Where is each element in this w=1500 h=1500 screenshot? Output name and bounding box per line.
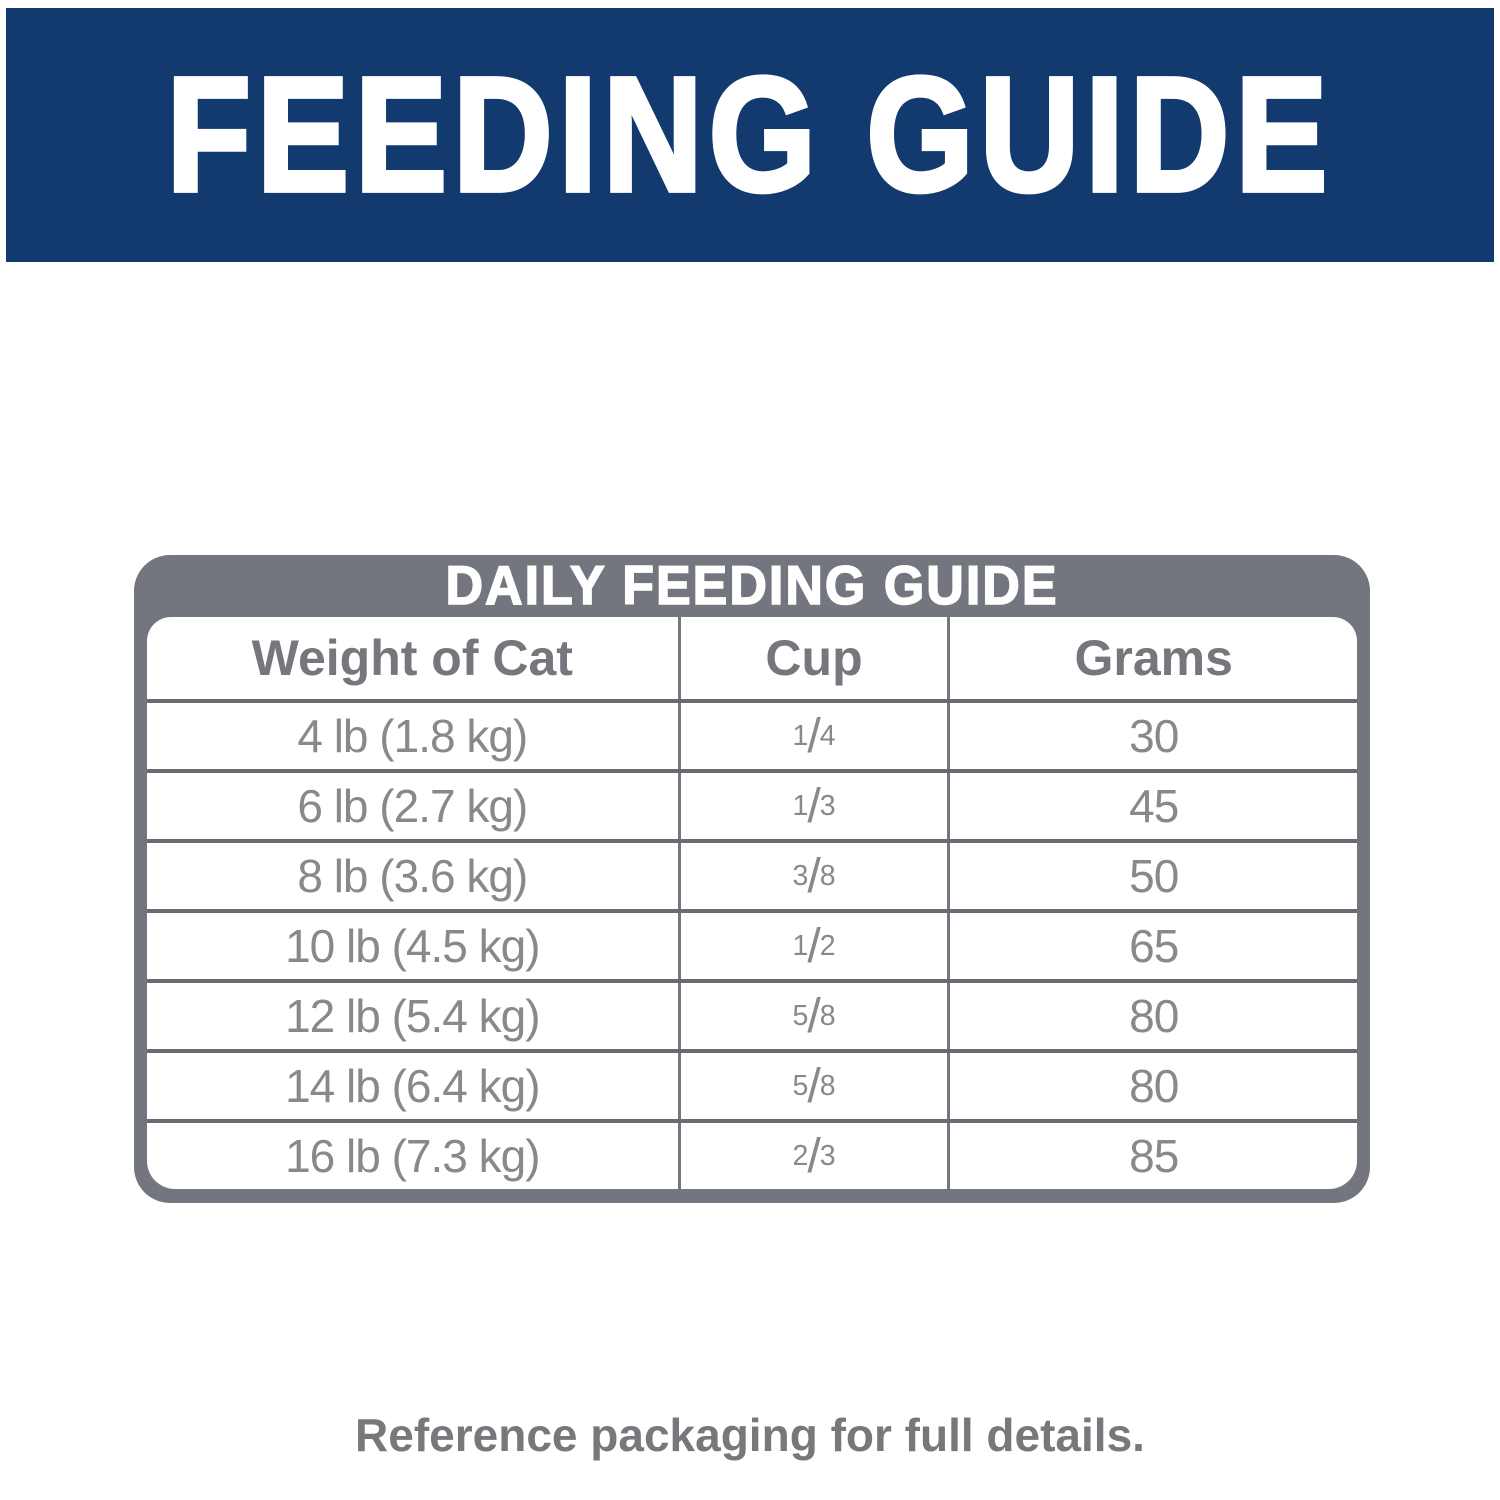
- weight-cell: 8 lb (3.6 kg): [147, 843, 681, 909]
- column-header-grams: Grams: [1074, 630, 1233, 686]
- feeding-table: [147, 617, 1357, 1189]
- weight-cell: 12 lb (5.4 kg): [147, 983, 681, 1049]
- cup-cell: 1 / 3: [681, 773, 951, 839]
- table-row: [147, 913, 1357, 983]
- cup-cell: 3 / 8: [681, 843, 951, 909]
- banner-title: FEEDING GUIDE: [166, 44, 1334, 226]
- column-header-weight: Weight of Cat: [147, 617, 681, 699]
- table-header-row: [147, 617, 1357, 703]
- cup-cell: 1 / 4: [681, 703, 951, 769]
- table-title: DAILY FEEDING GUIDE: [445, 555, 1059, 617]
- grams-cell: 45: [1129, 780, 1179, 832]
- grams-cell: 50: [1129, 850, 1179, 902]
- grams-cell: 65: [1129, 920, 1179, 972]
- grams-cell: 30: [1129, 710, 1179, 762]
- table-title-bar: [147, 555, 1357, 617]
- footnote: Reference packaging for full details.: [355, 1409, 1145, 1461]
- cup-cell: 2 / 3: [681, 1123, 951, 1189]
- weight-cell: 6 lb (2.7 kg): [147, 773, 681, 839]
- grams-cell: 80: [1129, 990, 1179, 1042]
- table-row: [147, 703, 1357, 773]
- weight-cell: 14 lb (6.4 kg): [147, 1053, 681, 1119]
- table-row: [147, 843, 1357, 913]
- table-row: [147, 983, 1357, 1053]
- cup-cell: 5 / 8: [681, 1053, 951, 1119]
- grams-cell: 85: [1129, 1130, 1179, 1182]
- column-header-cup: Cup: [681, 617, 951, 699]
- cup-cell: 1 / 2: [681, 913, 951, 979]
- table-body: [147, 703, 1357, 1189]
- weight-cell: 10 lb (4.5 kg): [147, 913, 681, 979]
- feeding-guide-banner: [6, 8, 1494, 262]
- weight-cell: 4 lb (1.8 kg): [147, 703, 681, 769]
- table-row: [147, 773, 1357, 843]
- daily-feeding-guide-card: [134, 555, 1370, 1203]
- grams-cell: 80: [1129, 1060, 1179, 1112]
- table-row: [147, 1123, 1357, 1189]
- weight-cell: 16 lb (7.3 kg): [147, 1123, 681, 1189]
- table-row: [147, 1053, 1357, 1123]
- cup-cell: 5 / 8: [681, 983, 951, 1049]
